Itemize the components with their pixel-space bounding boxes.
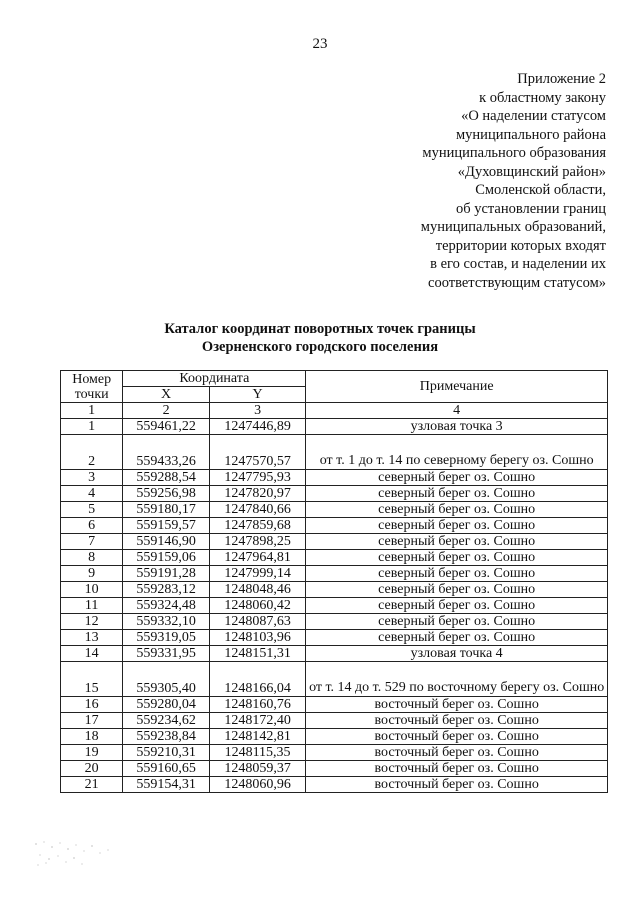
- annex-line: к областному закону: [479, 89, 606, 106]
- note-cell: северный берег оз. Сошно: [306, 630, 608, 646]
- x-coordinate-cell: 559461,22: [123, 419, 209, 435]
- point-number-cell: 20: [61, 761, 123, 777]
- header-cell-x: X: [123, 387, 209, 403]
- point-number-cell: 12: [61, 614, 123, 630]
- y-coordinate-cell: 1247859,68: [209, 518, 306, 534]
- y-coordinate-cell: 1247820,97: [209, 486, 306, 502]
- y-coordinate-cell: 1247964,81: [209, 550, 306, 566]
- y-coordinate-cell: 1248172,40: [209, 713, 306, 729]
- y-coordinate-cell: 1248160,76: [209, 697, 306, 713]
- column-number: 2: [123, 403, 209, 419]
- table-row: [61, 550, 608, 566]
- header-number-line2: точки: [61, 387, 123, 403]
- column-number: 4: [306, 403, 608, 419]
- note-cell: от т. 1 до т. 14 по северному берегу оз. Сошно: [306, 435, 608, 470]
- point-number-cell: 3: [61, 470, 123, 486]
- table-row: [61, 486, 608, 502]
- table-row: [61, 630, 608, 646]
- point-number-cell: 18: [61, 729, 123, 745]
- annex-line: в его состав, и наделении их: [430, 256, 606, 272]
- annex-line: территории которых входят: [435, 237, 606, 254]
- annex-header: [360, 70, 606, 292]
- annex-line: об установлении границ: [455, 200, 606, 217]
- note-cell: северный берег оз. Сошно: [306, 486, 608, 502]
- note-cell: восточный берег оз. Сошно: [306, 697, 608, 713]
- note-cell: восточный берег оз. Сошно: [306, 761, 608, 777]
- point-number-cell: 10: [61, 582, 123, 598]
- x-coordinate-cell: 559234,62: [123, 713, 209, 729]
- x-coordinate-cell: 559324,48: [123, 598, 209, 614]
- point-number-cell: 15: [61, 662, 123, 697]
- table-row: [61, 761, 608, 777]
- x-coordinate-cell: 559280,04: [123, 697, 209, 713]
- page-number: 23: [312, 36, 328, 52]
- table-row: [61, 745, 608, 761]
- header-cell-y: Y: [209, 387, 306, 403]
- y-coordinate-cell: 1248060,42: [209, 598, 306, 614]
- x-coordinate-cell: 559210,31: [123, 745, 209, 761]
- y-coordinate-cell: 1248151,31: [209, 646, 306, 662]
- x-coordinate-cell: 559256,98: [123, 486, 209, 502]
- note-cell: узловая точка 3: [306, 419, 608, 435]
- table-row: [61, 502, 608, 518]
- column-number: 3: [209, 403, 306, 419]
- x-coordinate-cell: 559160,65: [123, 761, 209, 777]
- x-coordinate-cell: 559159,57: [123, 518, 209, 534]
- x-coordinate-cell: 559159,06: [123, 550, 209, 566]
- note-cell: восточный берег оз. Сошно: [306, 729, 608, 745]
- point-number-cell: 14: [61, 646, 123, 662]
- header-number-line1: Номер: [72, 371, 112, 387]
- annex-line: «Духовщинский район»: [457, 163, 606, 180]
- annex-line: Смоленской области,: [475, 182, 606, 198]
- x-coordinate-cell: 559332,10: [123, 614, 209, 630]
- annex-line: соответствующим статусом»: [428, 274, 606, 291]
- y-coordinate-cell: 1248103,96: [209, 630, 306, 646]
- table-row: [61, 582, 608, 598]
- column-number: 1: [61, 403, 123, 419]
- y-coordinate-cell: 1247898,25: [209, 534, 306, 550]
- note-cell: северный берег оз. Сошно: [306, 470, 608, 486]
- note-cell: от т. 14 до т. 529 по восточному берегу оз. Сошно: [306, 662, 608, 697]
- table-row: [61, 470, 608, 486]
- coordinates-table: [60, 370, 608, 793]
- header-cell-note: Примечание: [306, 371, 608, 403]
- point-number-cell: 9: [61, 566, 123, 582]
- note-cell: северный берег оз. Сошно: [306, 550, 608, 566]
- note-cell: северный берег оз. Сошно: [306, 598, 608, 614]
- point-number-cell: 13: [61, 630, 123, 646]
- note-cell: северный берег оз. Сошно: [306, 614, 608, 630]
- column-numbers-row: [61, 403, 608, 419]
- table-row: [61, 534, 608, 550]
- table-row: [61, 662, 608, 697]
- note-cell: узловая точка 4: [306, 646, 608, 662]
- annex-line: муниципальных образований,: [420, 219, 606, 235]
- y-coordinate-cell: 1248048,46: [209, 582, 306, 598]
- table-row: [61, 419, 608, 435]
- x-coordinate-cell: 559238,84: [123, 729, 209, 745]
- header-cell-coordinate: Координата: [123, 371, 306, 387]
- x-coordinate-cell: 559305,40: [123, 662, 209, 697]
- x-coordinate-cell: 559154,31: [123, 777, 209, 793]
- table-row: [61, 713, 608, 729]
- y-coordinate-cell: 1248166,04: [209, 662, 306, 697]
- point-number-cell: 17: [61, 713, 123, 729]
- y-coordinate-cell: 1248060,96: [209, 777, 306, 793]
- table-row: [61, 598, 608, 614]
- note-cell: восточный берег оз. Сошно: [306, 713, 608, 729]
- note-cell: восточный берег оз. Сошно: [306, 777, 608, 793]
- table-row: [61, 518, 608, 534]
- point-number-cell: 5: [61, 502, 123, 518]
- annex-line: муниципального образования: [422, 145, 606, 161]
- x-coordinate-cell: 559331,95: [123, 646, 209, 662]
- x-coordinate-cell: 559288,54: [123, 470, 209, 486]
- table-row: [61, 646, 608, 662]
- table-row: [61, 729, 608, 745]
- y-coordinate-cell: 1247999,14: [209, 566, 306, 582]
- point-number-cell: 4: [61, 486, 123, 502]
- x-coordinate-cell: 559191,28: [123, 566, 209, 582]
- y-coordinate-cell: 1247446,89: [209, 419, 306, 435]
- y-coordinate-cell: 1248115,35: [209, 745, 306, 761]
- point-number-cell: 21: [61, 777, 123, 793]
- document-title: [0, 320, 640, 356]
- point-number-cell: 16: [61, 697, 123, 713]
- table-row: [61, 614, 608, 630]
- point-number-cell: 1: [61, 419, 123, 435]
- table-row: [61, 435, 608, 470]
- point-number-cell: 6: [61, 518, 123, 534]
- annex-line: муниципального района: [456, 126, 606, 143]
- y-coordinate-cell: 1248087,63: [209, 614, 306, 630]
- y-coordinate-cell: 1247795,93: [209, 470, 306, 486]
- annex-line: «О наделении статусом: [461, 108, 606, 124]
- point-number-cell: 2: [61, 435, 123, 470]
- note-cell: северный берег оз. Сошно: [306, 534, 608, 550]
- title-line: Озерненского городского поселения: [201, 339, 439, 355]
- note-cell: северный берег оз. Сошно: [306, 566, 608, 582]
- annex-line: Приложение 2: [517, 71, 606, 87]
- x-coordinate-cell: 559283,12: [123, 582, 209, 598]
- y-coordinate-cell: 1247840,66: [209, 502, 306, 518]
- point-number-cell: 7: [61, 534, 123, 550]
- note-cell: северный берег оз. Сошно: [306, 582, 608, 598]
- table-row: [61, 697, 608, 713]
- y-coordinate-cell: 1248142,81: [209, 729, 306, 745]
- title-line: Каталог координат поворотных точек границы: [164, 321, 476, 337]
- note-cell: северный берег оз. Сошно: [306, 518, 608, 534]
- point-number-cell: 19: [61, 745, 123, 761]
- note-cell: восточный берег оз. Сошно: [306, 745, 608, 761]
- table-header-row: [61, 371, 608, 387]
- x-coordinate-cell: 559319,05: [123, 630, 209, 646]
- y-coordinate-cell: 1247570,57: [209, 435, 306, 470]
- x-coordinate-cell: 559146,90: [123, 534, 209, 550]
- y-coordinate-cell: 1248059,37: [209, 761, 306, 777]
- scan-speckles: [32, 838, 122, 868]
- x-coordinate-cell: 559433,26: [123, 435, 209, 470]
- point-number-cell: 8: [61, 550, 123, 566]
- note-cell: северный берег оз. Сошно: [306, 502, 608, 518]
- header-cell-number: [61, 371, 123, 387]
- x-coordinate-cell: 559180,17: [123, 502, 209, 518]
- table-row: [61, 566, 608, 582]
- point-number-cell: 11: [61, 598, 123, 614]
- table-row: [61, 777, 608, 793]
